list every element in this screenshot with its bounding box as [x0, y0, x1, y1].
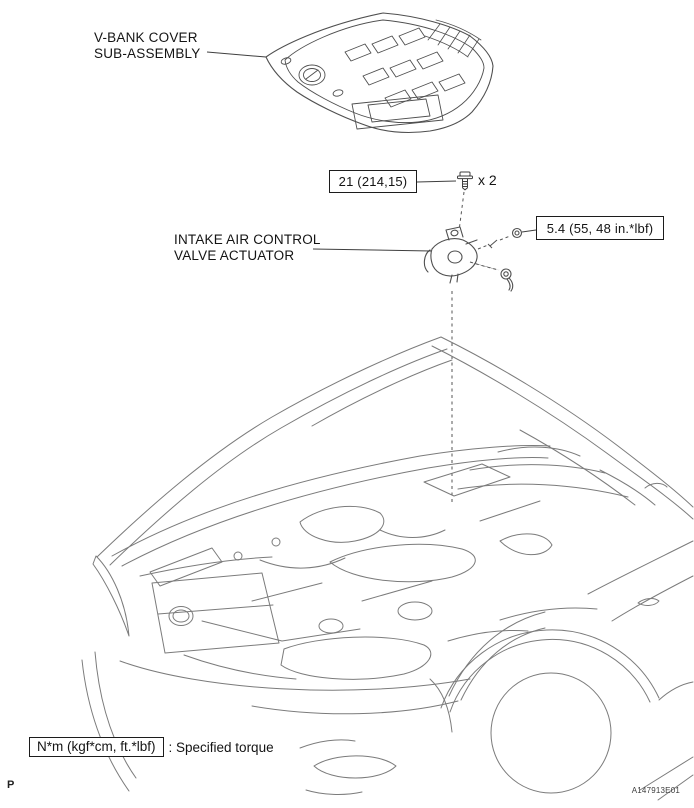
cover-bolt-icon — [458, 172, 473, 190]
screw-icon — [488, 240, 497, 248]
actuator-leader-line — [313, 249, 431, 251]
front-wheel — [441, 612, 659, 793]
v-bank-cover-drawing — [266, 13, 493, 133]
intake-actuator-label-line2: VALVE ACTUATOR — [174, 248, 295, 263]
cover-bolt-torque-value: 21 (214,15) — [338, 174, 408, 189]
nut-icon — [513, 229, 522, 238]
torque-legend-description: : Specified torque — [168, 739, 274, 755]
cover-bolt-torque-box — [329, 170, 417, 193]
bolt-dashed-line — [459, 192, 464, 231]
page-marker: P — [7, 779, 15, 791]
bolt-quantity-label: x 2 — [478, 172, 497, 188]
emblem-icon — [280, 57, 343, 98]
nut-leader-line — [522, 230, 536, 232]
clip-icon — [501, 269, 513, 291]
vehicle-emblem-icon — [169, 607, 193, 626]
bolt-leader-line — [417, 181, 456, 182]
cover-front-tab — [352, 95, 443, 129]
v-bank-cover-label — [94, 30, 200, 62]
v-bank-cover-label-line2: SUB-ASSEMBLY — [94, 46, 201, 61]
figure-code: A147913E01 — [631, 786, 680, 795]
actuator-nut-torque-value: 5.4 (55, 48 in.*lbf) — [546, 220, 654, 236]
v-bank-cover-label-line1: V-BANK COVER — [94, 30, 198, 45]
cover-rib-slats — [345, 28, 465, 107]
actuator-nut-torque-box — [536, 216, 664, 240]
intake-actuator-label-line1: INTAKE AIR CONTROL — [174, 232, 321, 247]
nut-dashed-leader — [470, 236, 510, 270]
actuator-drawing — [424, 227, 477, 283]
torque-legend — [29, 737, 274, 757]
torque-unit-box: N*m (kgf*cm, ft.*lbf) — [29, 737, 164, 757]
leader-line-v-bank — [207, 52, 266, 57]
intake-actuator-label — [174, 232, 321, 264]
vehicle-drawing — [82, 337, 693, 800]
